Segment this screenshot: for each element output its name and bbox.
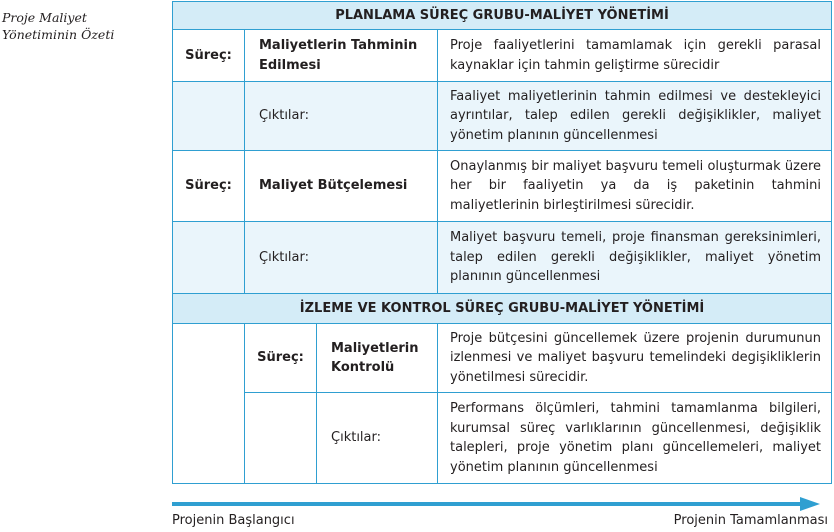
side-note: Proje Maliyet Yönetiminin Özeti [2, 10, 115, 42]
timeline-end-label: Projenin Tamamlanması [673, 513, 828, 528]
planning-process2-spacer [173, 222, 245, 294]
planning-process1-name: Maliyetlerin Tahminin Edilmesi [245, 30, 438, 82]
cost-management-table [172, 1, 832, 484]
planning-process2-outputs-label: Çıktılar: [245, 222, 438, 294]
planning-process2-label: Süreç: [173, 151, 245, 222]
control-process1-description: Proje bütçesini güncellemek üzere projenin durumunun izlenmesi ve maliyet başvuru temelindeki degişikliklerin yönetilmesi sürecidir. [438, 324, 832, 393]
control-indent-cell [173, 324, 245, 484]
planning-process1-outputs: Faaliyet maliyetlerinin tahmin edilmesi ve destekleyici ayrıntılar, talep edilen gerekli değişiklikler, maliyet yönetim planının güncellenmesi [438, 82, 832, 151]
control-process1-name: Maliyetlerin Kontrolü [317, 324, 438, 393]
control-process1-label: Süreç: [245, 324, 317, 393]
timeline-arrow [172, 497, 822, 511]
control-header: İZLEME VE KONTROL SÜREÇ GRUBU-MALİYET YÖNETİMİ [173, 294, 832, 324]
planning-process1-description: Proje faaliyetlerini tamamlamak için gerekli parasal kaynaklar için tahmin geliştirme sürecidir [438, 30, 832, 82]
control-process1-outputs-label: Çıktılar: [317, 393, 438, 484]
control-process1-outputs: Performans ölçümleri, tahmini tamamlanma bilgileri, kurumsal süreç varlıklarının güncellenmesi, değişiklik talepleri, proje yönetim planı güncellemeleri, maliyet yönetim planının güncellenmesi [438, 393, 832, 484]
timeline-arrow-line [172, 502, 804, 506]
timeline-start-label: Projenin Başlangıcı [172, 513, 295, 528]
planning-process2-name: Maliyet Bütçelemesi [245, 151, 438, 222]
planning-process2-description: Onaylanmış bir maliyet başvuru temeli oluşturmak üzere her bir faaliyetin ya da iş paketinin tahmini maliyetlerinin birleştirilmesi sürecidir. [438, 151, 832, 222]
planning-process2-outputs: Maliyet başvuru temeli, proje finansman gereksinimleri, talep edilen gerekli değişiklikler, maliyet yönetim planının güncellenmesi [438, 222, 832, 294]
planning-header: PLANLAMA SÜREÇ GRUBU-MALİYET YÖNETİMİ [173, 2, 832, 30]
timeline-arrow-head-icon [800, 497, 820, 511]
planning-process1-label: Süreç: [173, 30, 245, 82]
control-process1-spacer [245, 393, 317, 484]
planning-process1-spacer [173, 82, 245, 151]
planning-process1-outputs-label: Çıktılar: [245, 82, 438, 151]
